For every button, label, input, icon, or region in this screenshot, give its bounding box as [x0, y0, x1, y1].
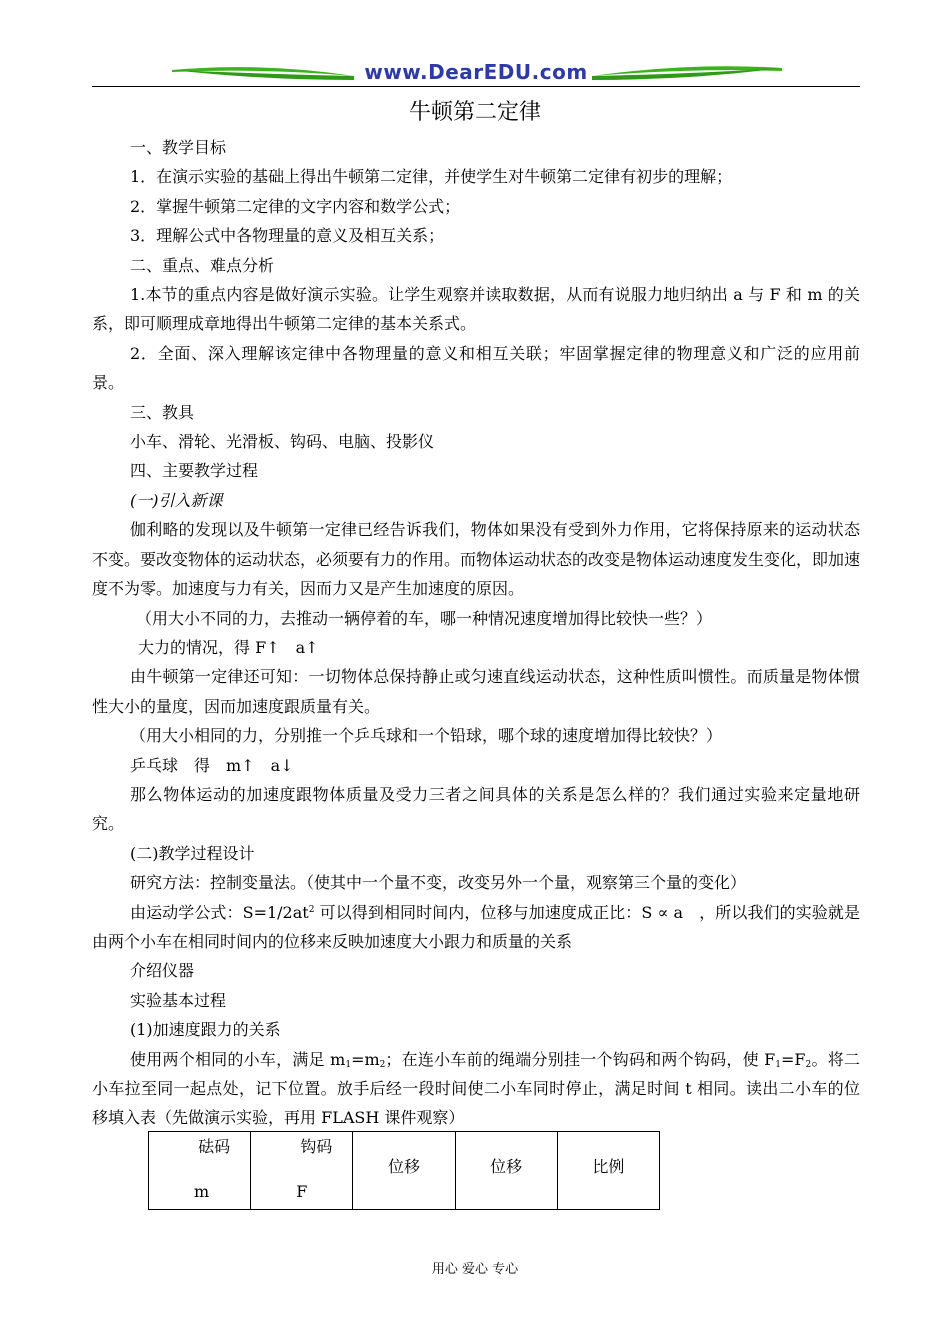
- subsection-heading-intro: (一)引入新课: [130, 490, 223, 510]
- exp-sub-3: 1: [775, 1059, 782, 1070]
- objective-1: 1．在演示实验的基础上得出牛顿第二定律，并使学生对牛顿第二定律有初步的理解；: [130, 167, 733, 187]
- formula-text-post: 可以得到相同时间内，位移与加速度成正比：S ∝ a ，所以我们的实验就是由两个小车在相同时间内的位移来反映加速度大小跟力和质量的关系: [92, 902, 860, 951]
- formula-exponent: 2: [308, 904, 315, 915]
- section-heading-focus: 二、重点、难点分析: [130, 255, 275, 275]
- objective-3: 3．理解公式中各物理量的意义及相互关系；: [130, 226, 445, 246]
- exp-sub-4: 2: [805, 1059, 812, 1070]
- focus-point-2: 2．全面、深入理解该定律中各物理量的意义和相互关联；牢固掌握定律的物理意义和广泛的应用前景。: [92, 343, 860, 393]
- exp-text-c: ；在连小车前的绳端分别挂一个钩码和两个钩码，使 F: [385, 1049, 776, 1069]
- page-title: 牛顿第二定律: [408, 100, 541, 125]
- subsection-heading-design: (二)教学过程设计: [130, 843, 255, 863]
- section-heading-tools: 三、教具: [130, 402, 195, 422]
- experiment-1-heading: (1)加速度跟力的关系: [130, 1020, 281, 1040]
- intro-paragraph: 伽利略的发现以及牛顿第一定律已经告诉我们，物体如果没有受到外力作用，它将保持原来的运动状态不变。要改变物体的运动状态，必须要有力的作用。而物体运动状态的改变是物体运动速度发生变化，即加速度不为零。加速度与力有关，因而力又是产生加速度的原因。: [92, 520, 861, 599]
- table-cell-weight: [149, 1132, 251, 1210]
- objective-2: 2．掌握牛顿第二定律的文字内容和数学公式；: [130, 196, 461, 216]
- hook-weight-label: 钩码: [300, 1137, 333, 1156]
- section-heading-process: 四、主要教学过程: [130, 461, 259, 481]
- tools-list: 小车、滑轮、光滑板、钩码、电脑、投影仪: [130, 432, 435, 452]
- focus-point-1: 1.本节的重点内容是做好演示实验。让学生观察并读取数据，从而有说服力地归纳出 a 与 F 和 m 的关系，即可顺理成章地得出牛顿第二定律的基本关系式。: [92, 285, 860, 334]
- table-cell-displacement-1: 位移: [353, 1132, 455, 1210]
- section-heading-objectives: 一、教学目标: [130, 138, 227, 157]
- table-cell-ratio: 比例: [557, 1132, 659, 1210]
- header-divider: [92, 86, 860, 87]
- method-paragraph: 研究方法：控制变量法。（使其中一个量不变，改变另外一个量，观察第三个量的变化）: [130, 873, 747, 893]
- table-cell-displacement-2: 位移: [455, 1132, 557, 1210]
- inertia-paragraph: 由牛顿第一定律还可知：一切物体总保持静止或匀速直线运动状态，这种性质叫惯性。而质量是物体惯性大小的量度，因而加速度跟质量有关。: [92, 667, 860, 716]
- force-symbol: F: [296, 1182, 308, 1201]
- exp-text-a: 使用两个相同的小车，满足 m: [130, 1049, 346, 1069]
- table-row: [149, 1132, 660, 1210]
- table-cell-hook-weight: [251, 1132, 353, 1210]
- transition-paragraph: 那么物体运动的加速度跟物体质量及受力三者之间具体的关系是怎么样的？我们通过实验来定量地研究。: [92, 784, 860, 834]
- answer-1: 大力的情况，得 F↑ a↑: [138, 637, 319, 657]
- site-logo-text[interactable]: www.DearEDU.com: [364, 60, 588, 84]
- experiment-table: [148, 1131, 660, 1210]
- weight-label: 砝码: [198, 1137, 231, 1156]
- experiment-1-paragraph: [92, 1045, 860, 1133]
- formula-paragraph: [92, 898, 860, 957]
- weight-symbol: m: [194, 1182, 210, 1201]
- exp-text-d: =F: [781, 1049, 806, 1069]
- page-footer: 用心 爱心 专心: [431, 1262, 519, 1277]
- formula-text-pre: 由运动学公式：S=1/2at: [130, 902, 309, 922]
- answer-2: 乒乓球 得 m↑ a↓: [130, 755, 294, 775]
- experiment-process-heading: 实验基本过程: [130, 990, 227, 1010]
- document-body: [92, 133, 860, 1133]
- exp-text-b: =m: [351, 1049, 380, 1069]
- exp-text-e: 。将二小车拉至同一起点处，记下位置。放手后经一段时间使二小车同时停止，满足时间 t 相同。读出二小车的位移填入表（先做演示实验，再用 FLASH 课件观察）: [92, 1049, 860, 1128]
- question-1: （用大小不同的力，去推动一辆停着的车，哪一种情况速度增加得比较快一些？）: [136, 608, 713, 628]
- exp-sub-2: 2: [379, 1059, 386, 1070]
- question-2: （用大小相同的力，分别推一个乒乓球和一个铅球，哪个球的速度增加得比较快？）: [130, 726, 723, 746]
- instrument-intro: 介绍仪器: [130, 961, 195, 981]
- exp-sub-1: 1: [345, 1059, 352, 1070]
